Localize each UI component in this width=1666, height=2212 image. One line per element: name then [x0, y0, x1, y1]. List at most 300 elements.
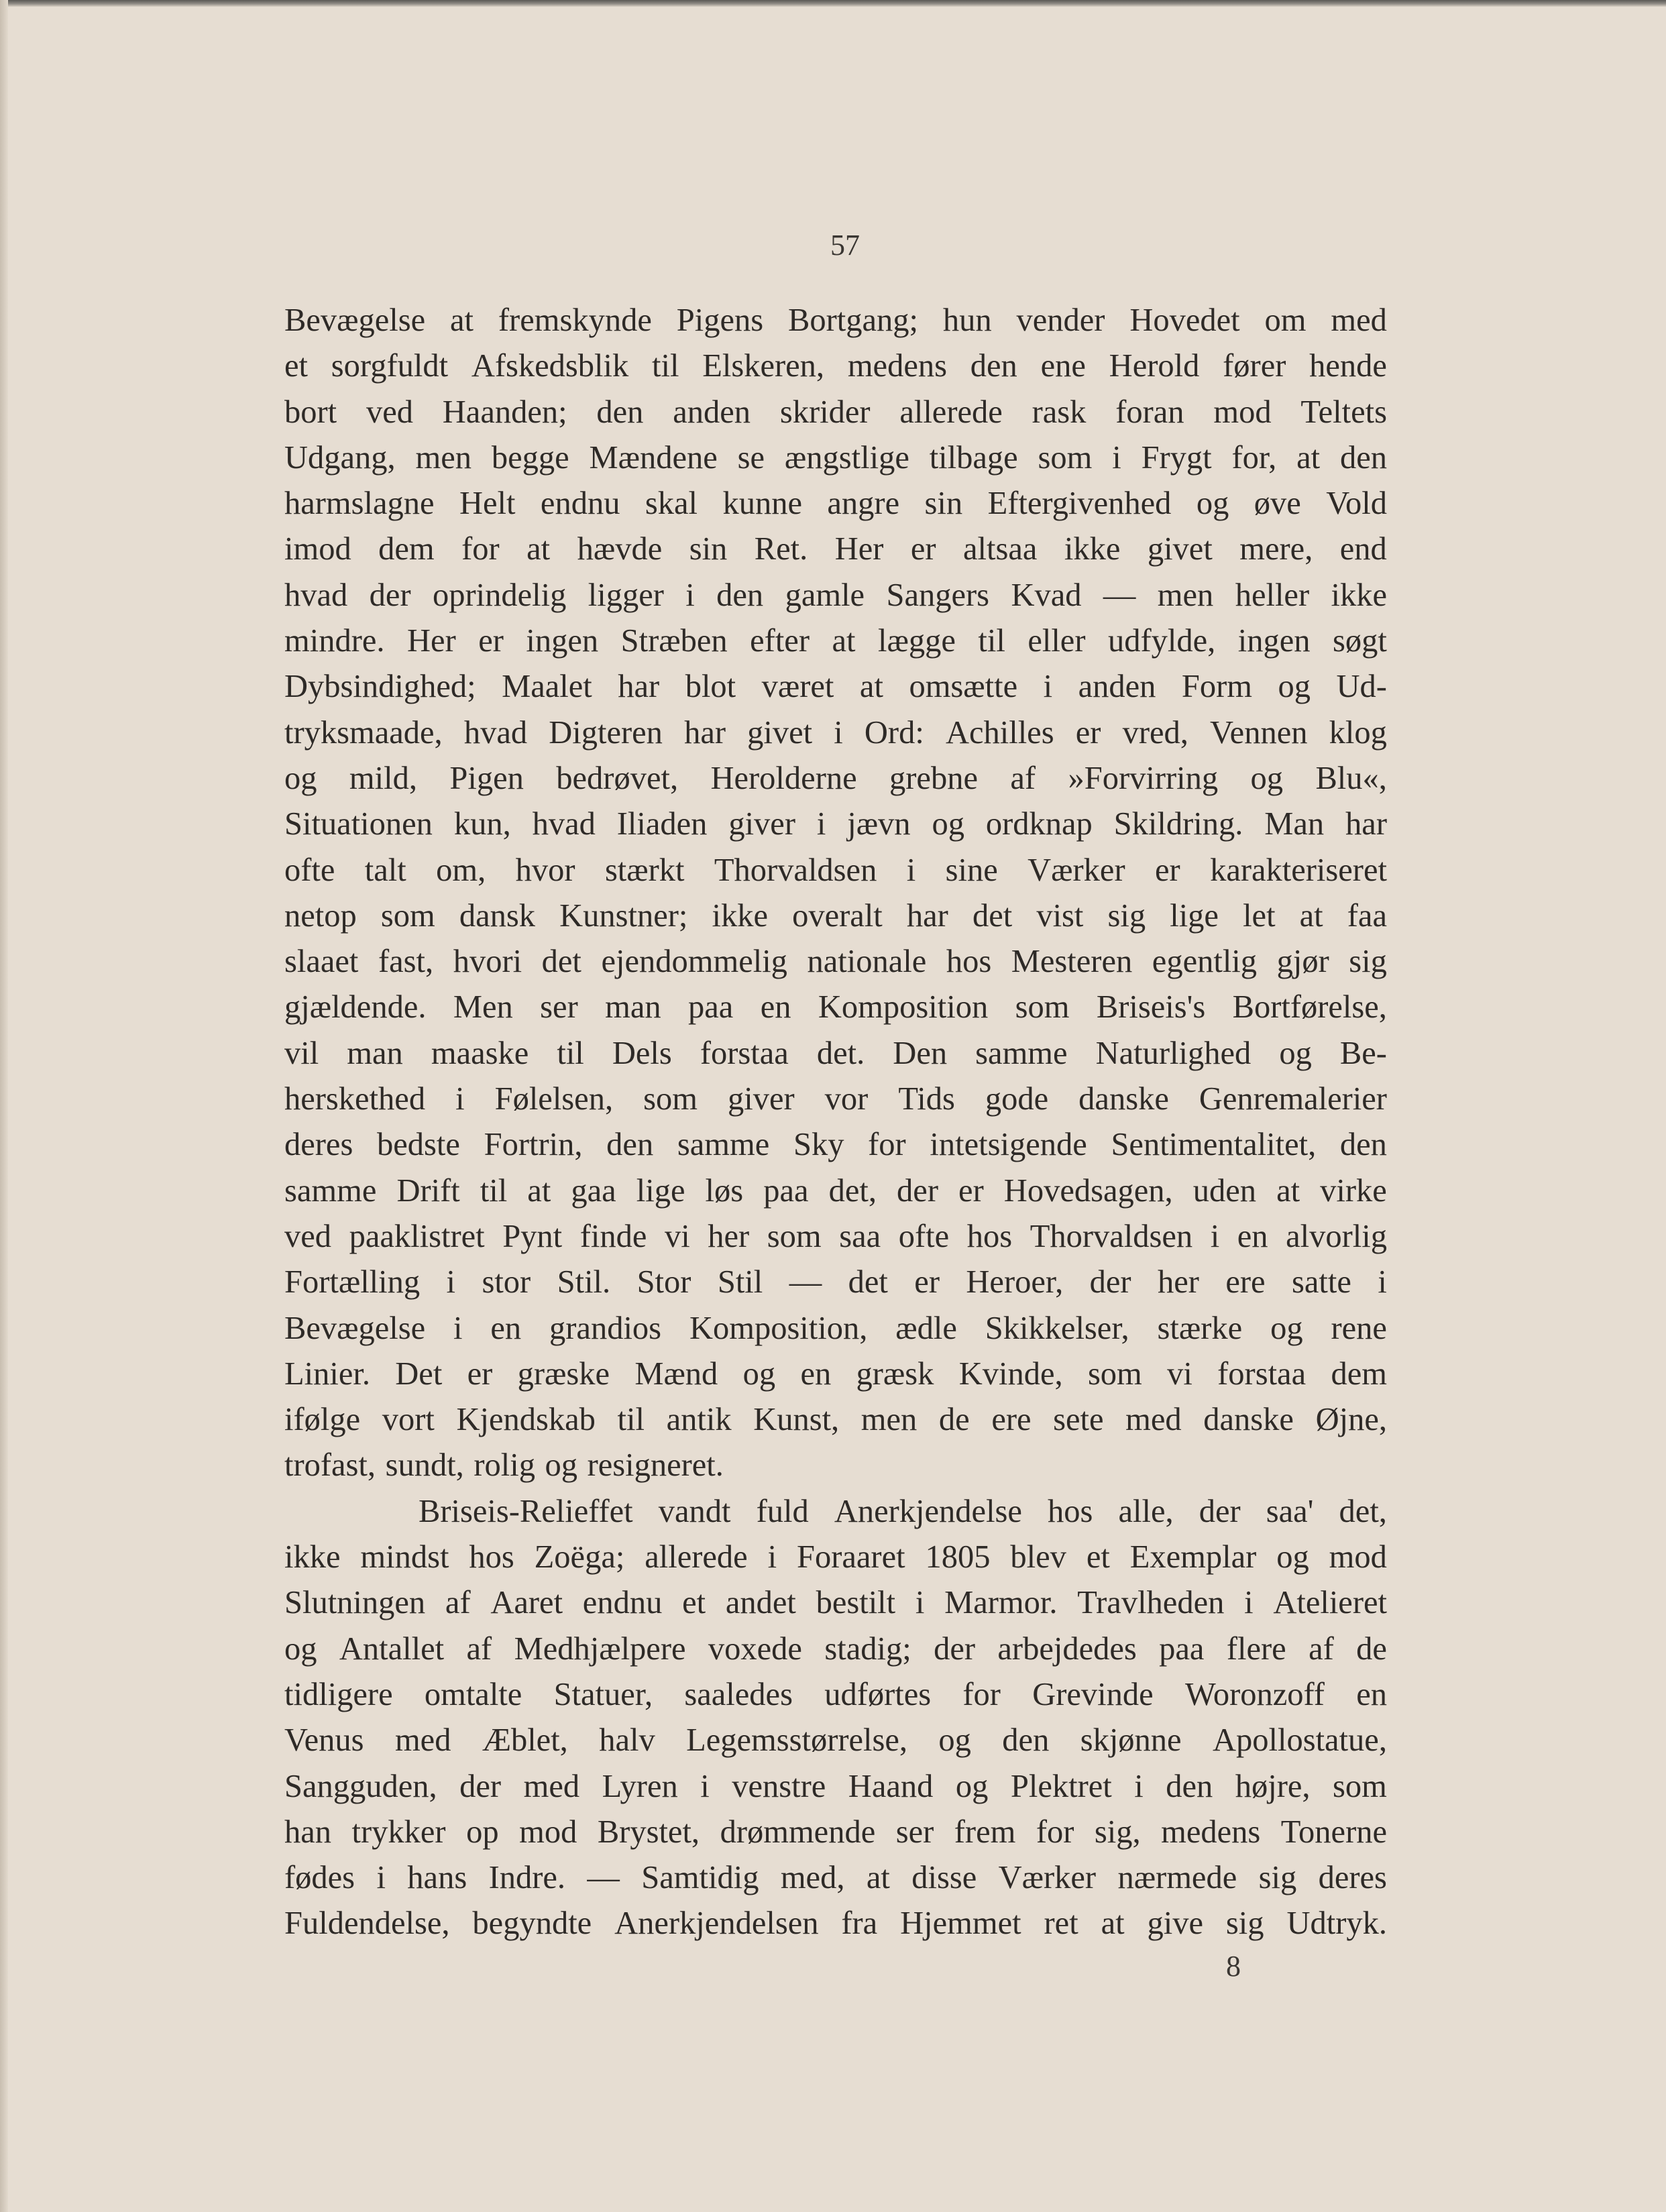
- word: Teltets: [1300, 394, 1387, 430]
- word: danske: [1203, 1402, 1294, 1438]
- word: mod: [1213, 394, 1272, 430]
- word: samme: [975, 1035, 1068, 1071]
- word: sig,: [1094, 1814, 1141, 1850]
- word: disse: [911, 1860, 977, 1896]
- word: Bevægelse: [284, 302, 426, 338]
- word: i: [816, 806, 826, 842]
- text-line: [284, 1855, 1387, 1901]
- word: Øjne,: [1315, 1402, 1387, 1438]
- word: Lyren: [602, 1768, 678, 1804]
- word: her: [1158, 1264, 1199, 1301]
- word: sig: [1225, 1905, 1264, 1942]
- word: er: [958, 1172, 984, 1209]
- word: ser: [540, 989, 578, 1026]
- word: mild,: [349, 760, 417, 796]
- word: sig: [1349, 944, 1387, 980]
- word: Værker: [1028, 852, 1125, 888]
- word: i: [700, 1768, 710, 1804]
- word: dem: [1331, 1356, 1387, 1392]
- word: Fortælling: [284, 1264, 421, 1301]
- word: Skildring.: [1113, 806, 1243, 842]
- word: rask: [1032, 394, 1087, 430]
- word: let: [1243, 897, 1276, 934]
- word: Sentimentalitet,: [1111, 1127, 1317, 1163]
- word: Atelieret: [1273, 1585, 1387, 1621]
- word: alvorlig: [1286, 1218, 1387, 1254]
- word: der: [459, 1768, 502, 1804]
- text-line: [284, 1260, 1387, 1305]
- word: i: [376, 1860, 386, 1896]
- word: er: [910, 531, 936, 567]
- word: af: [466, 1630, 492, 1667]
- word: forstaa: [700, 1035, 789, 1071]
- word: sine: [945, 852, 998, 888]
- word: omsætte: [909, 669, 1018, 705]
- word: Kunstner;: [559, 897, 688, 934]
- word: gaa: [571, 1172, 616, 1209]
- word: den: [1339, 439, 1387, 476]
- word: Marmor.: [944, 1585, 1058, 1621]
- word: som: [643, 1081, 698, 1117]
- word: ikke: [1331, 577, 1387, 613]
- word: Fuldendelse,: [284, 1905, 450, 1942]
- word: Men: [453, 989, 513, 1026]
- word: Afskedsblik: [471, 348, 629, 384]
- word: »Forvirring: [1068, 760, 1219, 796]
- text-line: [284, 298, 1387, 343]
- word: for: [962, 1676, 1001, 1712]
- text-line: [284, 481, 1387, 527]
- word: deres: [284, 1127, 353, 1163]
- word: til: [978, 623, 1005, 659]
- word: fremskynde: [498, 302, 652, 338]
- word: vi: [1167, 1356, 1192, 1392]
- word: Dybsindighed;: [284, 669, 476, 705]
- word: gjør: [1276, 944, 1329, 980]
- word: hos: [946, 944, 992, 980]
- word: Ret.: [754, 531, 808, 567]
- word: Venus: [284, 1722, 364, 1759]
- word: vil: [284, 1035, 319, 1071]
- word: Anerkjendelse: [834, 1493, 1022, 1529]
- word: Følelsen,: [494, 1081, 614, 1117]
- word: antik: [666, 1402, 732, 1438]
- word: der: [897, 1172, 938, 1209]
- word: saaledes: [684, 1676, 793, 1712]
- word: ene: [1040, 348, 1086, 384]
- word: er: [478, 623, 504, 659]
- word: at: [450, 302, 474, 338]
- word: af: [445, 1585, 471, 1621]
- word: Hovedet: [1129, 302, 1240, 338]
- word: Woronzoff: [1184, 1676, 1325, 1712]
- word: vender: [1016, 302, 1105, 338]
- word: Digteren: [549, 714, 663, 751]
- word: Medhjælpere: [514, 1630, 686, 1667]
- word: vi: [664, 1218, 690, 1254]
- word: saa: [839, 1218, 881, 1254]
- word: flere: [1226, 1630, 1286, 1667]
- word: til: [480, 1172, 508, 1209]
- word: han: [284, 1814, 332, 1850]
- word: vist: [1036, 897, 1084, 934]
- word: ikke: [1064, 531, 1121, 567]
- word: maaske: [431, 1035, 529, 1071]
- text-line: [284, 1214, 1387, 1260]
- word: en: [760, 989, 791, 1026]
- word: hos: [966, 1218, 1013, 1254]
- word: har: [1345, 806, 1387, 842]
- word: er: [467, 1356, 493, 1392]
- word: hvad: [463, 714, 528, 751]
- word: Naturlighed: [1095, 1035, 1252, 1071]
- word: giver: [728, 806, 795, 842]
- word: ere: [991, 1402, 1032, 1438]
- word: hvad: [532, 806, 596, 842]
- word: allerede: [645, 1539, 748, 1575]
- word: et: [284, 348, 309, 384]
- text-line: [284, 985, 1387, 1030]
- word: eller: [1028, 623, 1086, 659]
- word: Mændene: [589, 439, 718, 476]
- word: vandt: [658, 1493, 731, 1529]
- word: der: [934, 1630, 975, 1667]
- word: har: [618, 669, 660, 705]
- word: er: [914, 1264, 940, 1301]
- word: forstaa: [1217, 1356, 1307, 1392]
- word: har: [684, 714, 726, 751]
- word: men: [860, 1402, 918, 1438]
- word: som: [1087, 1356, 1142, 1392]
- word: Achilles: [945, 714, 1054, 751]
- word: deres: [1318, 1860, 1387, 1896]
- word: faa: [1347, 897, 1387, 934]
- text-line: [284, 1901, 1387, 1946]
- word: vor: [824, 1081, 869, 1117]
- word: for: [868, 1127, 906, 1163]
- word: mindre.: [284, 623, 385, 659]
- word: paaklistret: [349, 1218, 485, 1254]
- word: som: [1015, 989, 1070, 1026]
- text-line: [284, 390, 1387, 435]
- text-line: [284, 756, 1387, 801]
- word: talt: [364, 852, 406, 888]
- word: man: [605, 989, 661, 1026]
- word: 1805: [925, 1539, 991, 1575]
- word: til: [617, 1402, 645, 1438]
- word: Statuer,: [553, 1676, 653, 1712]
- word: dansk: [459, 897, 535, 934]
- word: stærke: [1157, 1310, 1243, 1346]
- word: Vold: [1326, 486, 1387, 522]
- word: mindst: [360, 1539, 449, 1575]
- word: Herold: [1109, 348, 1200, 384]
- word: den: [596, 394, 644, 430]
- word: stærkt: [604, 852, 685, 888]
- word: Situationen: [284, 806, 433, 842]
- word: og: [284, 760, 317, 796]
- text-line: [284, 1580, 1387, 1626]
- word: hævde: [577, 531, 663, 567]
- word: været: [761, 669, 834, 705]
- word: med: [394, 1722, 451, 1759]
- text-line: [284, 1031, 1387, 1076]
- word: Legemsstørrelse,: [686, 1722, 908, 1759]
- word: endnu: [582, 1585, 663, 1621]
- word: foran: [1115, 394, 1184, 430]
- word: til: [652, 348, 679, 384]
- word: blot: [685, 669, 736, 705]
- text-line: [284, 848, 1387, 893]
- word: Mænd: [634, 1356, 718, 1392]
- word: giver: [727, 1081, 795, 1117]
- word: finde: [579, 1218, 647, 1254]
- word: fuld: [756, 1493, 809, 1529]
- word: ingen: [1237, 623, 1311, 659]
- word: Æblet,: [482, 1722, 568, 1759]
- word: Linier.: [284, 1356, 370, 1392]
- word: og: [284, 1630, 317, 1667]
- word: den: [606, 1127, 654, 1163]
- word: lige: [1170, 897, 1219, 934]
- text-line: [284, 893, 1387, 939]
- word: dem: [378, 531, 435, 567]
- word: Tonerne: [1280, 1814, 1387, 1850]
- word: Herolderne: [710, 760, 857, 796]
- word: et: [1086, 1539, 1110, 1575]
- word: sin: [924, 486, 963, 522]
- word: lige: [636, 1172, 685, 1209]
- word: Samtidig: [641, 1860, 759, 1896]
- word: —: [1103, 577, 1136, 613]
- word: Skikkelser,: [985, 1310, 1129, 1346]
- word: allerede: [899, 394, 1003, 430]
- text-line: [284, 1764, 1387, 1810]
- word: den: [1339, 1127, 1387, 1163]
- word: vred,: [1122, 714, 1188, 751]
- word: ikke: [712, 897, 769, 934]
- word: man: [347, 1035, 403, 1071]
- word: ofte: [284, 852, 335, 888]
- word: men: [415, 439, 472, 476]
- word: øve: [1254, 486, 1301, 522]
- word: bedste: [377, 1127, 460, 1163]
- word: at: [1276, 1172, 1300, 1209]
- word: grandios: [549, 1310, 662, 1346]
- word: det: [972, 897, 1013, 934]
- word: der: [1199, 1493, 1241, 1529]
- word: hans: [407, 1860, 467, 1896]
- word: som: [1038, 439, 1093, 476]
- word: som: [767, 1218, 822, 1254]
- word: jævn: [847, 806, 911, 842]
- word: i: [1378, 1264, 1387, 1301]
- word: i: [455, 1081, 465, 1117]
- word: i: [1244, 1585, 1254, 1621]
- word: og: [545, 1447, 578, 1484]
- word: ædle: [895, 1310, 957, 1346]
- signature-mark: 8: [1226, 1950, 1241, 1983]
- word: Sangers: [886, 577, 990, 613]
- word: og: [742, 1356, 776, 1392]
- word: tilbage: [929, 439, 1018, 476]
- word: paa: [1159, 1630, 1205, 1667]
- word: lægge: [878, 623, 956, 659]
- word: karakteriseret: [1210, 852, 1387, 888]
- word: Helt: [459, 486, 516, 522]
- word: i: [446, 1264, 456, 1301]
- word: anden: [673, 394, 751, 430]
- text-line: [284, 1306, 1387, 1351]
- word: for: [461, 531, 500, 567]
- word: Pigen: [449, 760, 524, 796]
- word: —: [789, 1264, 822, 1301]
- word: —: [587, 1860, 620, 1896]
- word: i: [1112, 439, 1121, 476]
- word: det.: [816, 1035, 865, 1071]
- word: en: [800, 1356, 832, 1392]
- word: Man: [1264, 806, 1325, 842]
- word: Blu«,: [1315, 760, 1387, 796]
- word: Plektret: [1010, 1768, 1112, 1804]
- word: skrider: [779, 394, 871, 430]
- word: Thorvaldsen: [714, 852, 877, 888]
- word: Genremalerier: [1199, 1081, 1387, 1117]
- word: Haanden;: [442, 394, 567, 430]
- word: i: [685, 577, 695, 613]
- word: Slutningen: [284, 1585, 426, 1621]
- word: angre: [827, 486, 900, 522]
- word: søgt: [1333, 623, 1387, 659]
- word: i: [767, 1539, 777, 1575]
- word: hvad: [284, 577, 348, 613]
- word: end: [1339, 531, 1387, 567]
- word: grebne: [889, 760, 978, 796]
- word: Thorvaldsen: [1030, 1218, 1193, 1254]
- word: intetsigende: [930, 1127, 1087, 1163]
- word: der: [1089, 1264, 1131, 1301]
- word: udfylde,: [1107, 623, 1216, 659]
- word: Be-: [1339, 1035, 1387, 1071]
- word: Stor: [636, 1264, 691, 1301]
- word: voxede: [708, 1630, 802, 1667]
- word: Kunst,: [753, 1402, 840, 1438]
- word: i: [906, 852, 916, 888]
- word: ifølge: [284, 1402, 361, 1438]
- word: at: [526, 531, 551, 567]
- word: Frygt: [1141, 439, 1212, 476]
- word: sig: [1258, 1860, 1297, 1896]
- word: overalt: [792, 897, 883, 934]
- word: ejendommelig: [601, 944, 787, 980]
- word: medens: [847, 348, 947, 384]
- word: Travlheden: [1077, 1585, 1225, 1621]
- page-number: 57: [830, 229, 860, 262]
- word: danske: [1078, 1081, 1169, 1117]
- word: frem: [954, 1814, 1016, 1850]
- word: Stræben: [620, 623, 728, 659]
- word: ved: [366, 394, 413, 430]
- text-line: [284, 1535, 1387, 1580]
- word: Fortrin,: [484, 1127, 583, 1163]
- word: de: [1356, 1630, 1387, 1667]
- word: rene: [1331, 1310, 1387, 1346]
- word: her: [708, 1218, 750, 1254]
- word: heller: [1235, 577, 1310, 613]
- word: give: [1147, 1905, 1204, 1942]
- word: græske: [517, 1356, 610, 1392]
- word: samme: [284, 1172, 377, 1209]
- word: og: [1250, 760, 1284, 796]
- word: Zoëga;: [534, 1539, 625, 1575]
- word: med: [1125, 1402, 1182, 1438]
- word: hos: [1048, 1493, 1093, 1529]
- word: op: [466, 1814, 499, 1850]
- word: det: [541, 944, 581, 980]
- word: har: [906, 897, 948, 934]
- word: fast,: [378, 944, 434, 980]
- word: Elskeren,: [702, 348, 825, 384]
- word: den: [970, 348, 1017, 384]
- word: medens: [1161, 1814, 1261, 1850]
- word: Det: [395, 1356, 443, 1392]
- text-line: [284, 1489, 1387, 1535]
- word: paa: [763, 1172, 809, 1209]
- word: at: [859, 669, 883, 705]
- word: i: [1210, 1218, 1220, 1254]
- word: givet: [1147, 531, 1213, 567]
- word: med: [1331, 302, 1387, 338]
- word: i: [1134, 1768, 1144, 1804]
- word: trofast,: [284, 1447, 376, 1484]
- word: Eftergivenhed: [987, 486, 1172, 522]
- word: der: [369, 577, 411, 613]
- word: vort: [382, 1402, 435, 1438]
- word: en: [490, 1310, 522, 1346]
- word: Kjendskab: [456, 1402, 596, 1438]
- word: en: [1356, 1676, 1387, 1712]
- word: ved: [284, 1218, 332, 1254]
- word: det,: [1339, 1493, 1387, 1529]
- text-line: [284, 1351, 1387, 1397]
- word: egentlig: [1152, 944, 1258, 980]
- word: Bortførelse,: [1232, 989, 1387, 1026]
- word: til: [557, 1035, 584, 1071]
- word: Bevægelse: [284, 1310, 426, 1346]
- word: tryksmaade,: [284, 714, 443, 751]
- word: bestilt: [816, 1585, 896, 1621]
- word: andet: [725, 1585, 796, 1621]
- word: Mesteren: [1011, 944, 1133, 980]
- word: arbejdedes: [997, 1630, 1137, 1667]
- word: Ud-: [1336, 669, 1387, 705]
- word: omtalte: [424, 1676, 522, 1712]
- word: af: [1010, 760, 1036, 796]
- word: givet: [747, 714, 813, 751]
- word: Apollostatue,: [1212, 1722, 1387, 1759]
- text-line: [284, 573, 1387, 618]
- word: hun: [942, 302, 992, 338]
- word: gamle: [785, 577, 865, 613]
- word: Her: [834, 531, 884, 567]
- word: og: [1278, 669, 1311, 705]
- word: og: [955, 1768, 989, 1804]
- word: uden: [1192, 1172, 1256, 1209]
- word: ofte: [898, 1218, 950, 1254]
- word: i: [453, 1310, 463, 1346]
- text-line: [284, 1718, 1387, 1763]
- word: nationale: [807, 944, 927, 980]
